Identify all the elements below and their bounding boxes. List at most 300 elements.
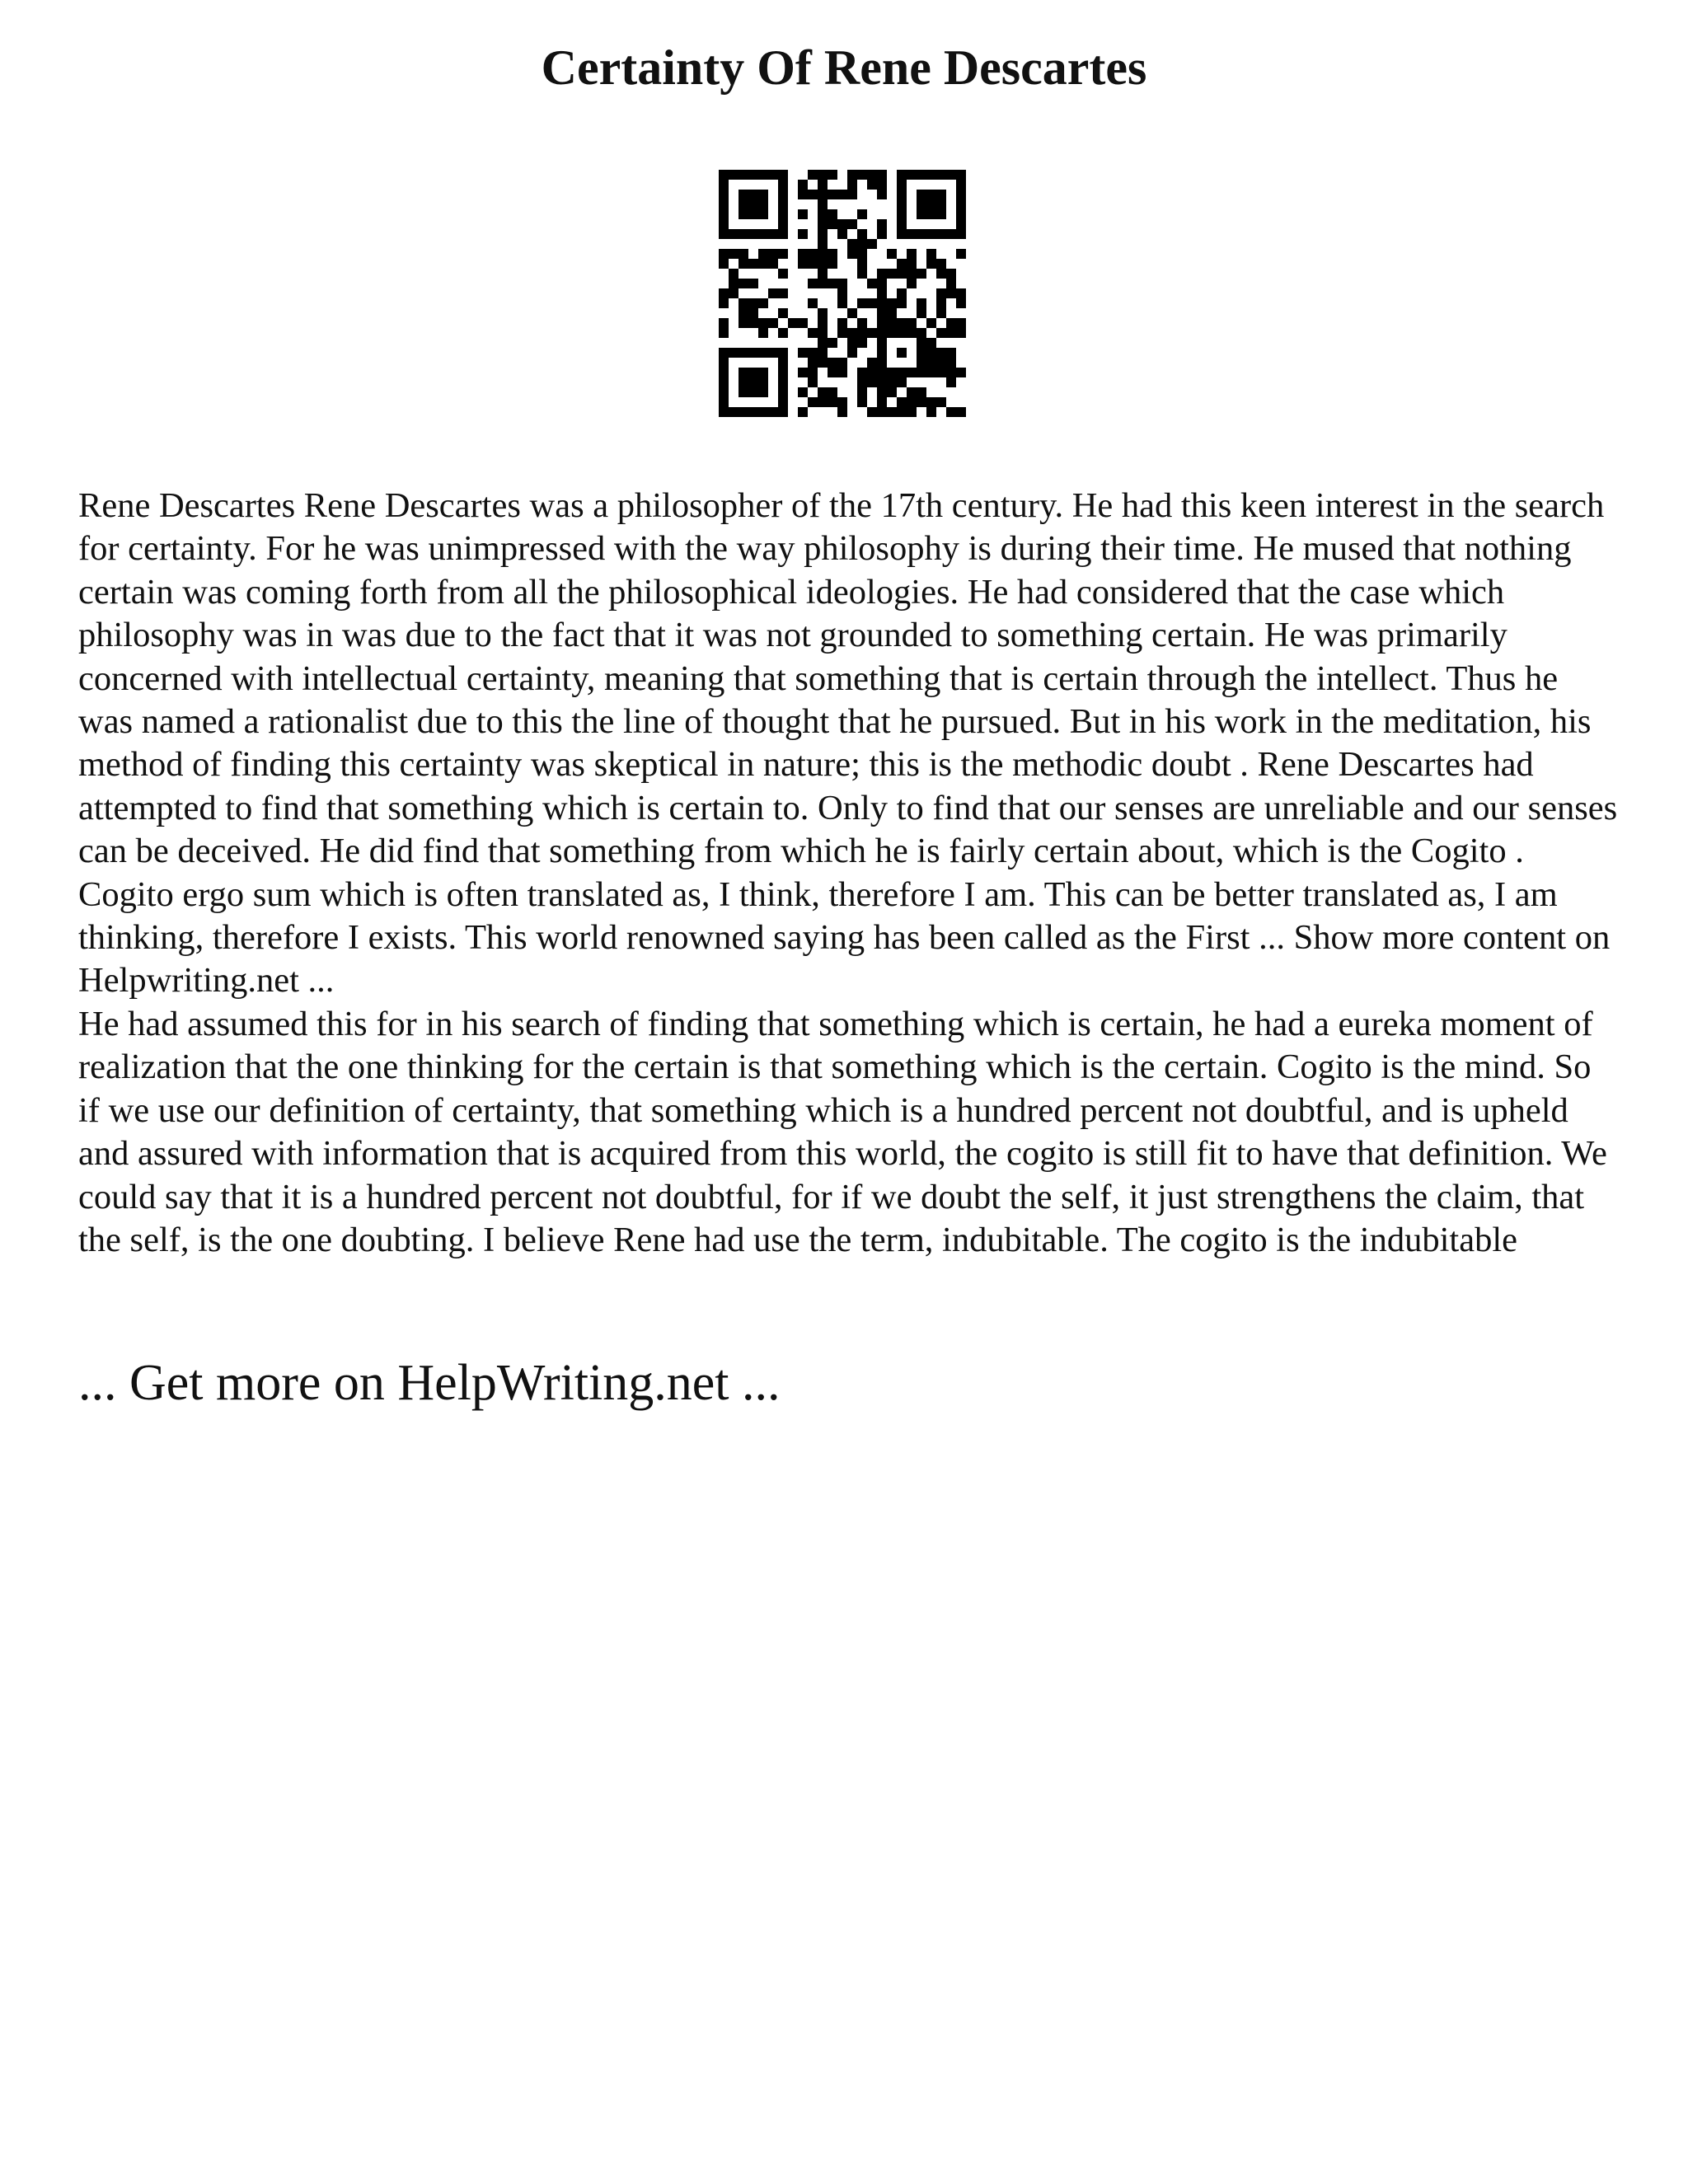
qr-module [857, 209, 867, 219]
qr-module [907, 269, 917, 279]
qr-module [936, 199, 946, 209]
qr-module [936, 348, 946, 358]
qr-module [758, 249, 768, 259]
qr-module [818, 279, 828, 288]
qr-module [847, 180, 857, 190]
qr-module [719, 368, 729, 377]
qr-module [778, 368, 788, 377]
qr-module [738, 249, 748, 259]
qr-module [758, 328, 768, 338]
get-more-link[interactable]: ... Get more on HelpWriting.net ... [78, 1355, 781, 1411]
qr-module [897, 180, 907, 190]
qr-module [907, 279, 917, 288]
qr-module [877, 170, 887, 180]
qr-module [857, 239, 867, 249]
paragraph-1: Rene Descartes Rene Descartes was a philosopher of the 17th century. He had this keen interest in the search for certainty. For he was unimpressed with the way philosophy is during their time. He mused that nothing certain was coming forth from all the philosophical ideologies. He had considered that the case which philosophy was in was due to the fact that it was not grounded to something certain. He was primarily concerned with intellectual certainty, meaning that something that is certain through the intellect. Thus he was named a rationalist due to this the line of thought that he pursued. But in his work in the meditation, his method of finding this certainty was skeptical in nature; this is the methodic doubt . Rene Descartes had attempted to find that something which is certain to. Only to find that our senses are unreliable and our senses can be deceived. He did find that something from which he is fairly certain about, which is the Cogito . Cogito ergo sum which is often translated as, I think, therefore I am. This can be better translated as, I am thinking, therefore I exists. This world renowned saying has been called as the First ... Show more content on Helpwriting.net ... [78, 486, 1618, 1001]
qr-module [917, 387, 926, 397]
qr-module [956, 298, 966, 308]
qr-module [719, 288, 729, 298]
qr-module [738, 407, 748, 417]
qr-module [956, 288, 966, 298]
qr-module [867, 368, 877, 377]
qr-module [828, 338, 837, 348]
qr-module [897, 259, 907, 269]
qr-module [837, 298, 847, 308]
qr-module [778, 358, 788, 368]
qr-module [897, 318, 907, 328]
qr-code-graphic [719, 170, 966, 417]
qr-module [818, 348, 828, 358]
qr-module [828, 387, 837, 397]
qr-module [877, 397, 887, 407]
qr-module [847, 338, 857, 348]
qr-module [788, 318, 798, 328]
qr-module [917, 190, 926, 199]
qr-module [877, 338, 887, 348]
qr-module [798, 209, 808, 219]
qr-module [828, 279, 837, 288]
qr-module [719, 199, 729, 209]
qr-module [738, 259, 748, 269]
qr-module [768, 170, 778, 180]
qr-module [738, 377, 748, 387]
qr-module [837, 229, 847, 239]
qr-module [818, 308, 828, 318]
qr-module [877, 269, 887, 279]
qr-module [778, 180, 788, 190]
qr-module [847, 239, 857, 249]
qr-module [748, 377, 758, 387]
qr-module [847, 219, 857, 229]
qr-module [956, 249, 966, 259]
qr-module [768, 249, 778, 259]
qr-module [867, 279, 877, 288]
qr-module [828, 190, 837, 199]
qr-module [887, 377, 897, 387]
qr-module [758, 368, 768, 377]
qr-module [867, 180, 877, 190]
qr-module [738, 279, 748, 288]
qr-module [877, 358, 887, 368]
qr-module [818, 269, 828, 279]
qr-module [768, 259, 778, 269]
qr-module [877, 229, 887, 239]
qr-module [936, 298, 946, 308]
qr-module [808, 377, 818, 387]
qr-module [758, 199, 768, 209]
qr-module [837, 219, 847, 229]
qr-module [946, 328, 956, 338]
qr-module [758, 348, 768, 358]
qr-module [946, 377, 956, 387]
qr-module [748, 170, 758, 180]
qr-module [946, 288, 956, 298]
qr-module [828, 249, 837, 259]
qr-module [907, 368, 917, 377]
paragraph-2: He had assumed this for in his search of finding that something which is certain, he had a eureka moment of realization that the one thinking for the certain is that something which is the certain. Cogito is the mind. So if we use our definition of certainty, that something which is a hundred percent not doubtful, and is upheld and assured with information that is acquired from this world, the cogito is still fit to have that definition. We could say that it is a hundred percent not doubtful, for if we doubt the self, it just strengthens the claim, that the self, is the one doubting. I believe Rene had use the term, indubitable. The cogito is the indubitable [78, 1004, 1607, 1259]
qr-module [808, 348, 818, 358]
qr-module [719, 298, 729, 308]
qr-module [936, 209, 946, 219]
qr-module [738, 387, 748, 397]
qr-module [818, 338, 828, 348]
qr-module [867, 239, 877, 249]
qr-module [946, 348, 956, 358]
qr-module [729, 229, 738, 239]
qr-module [936, 308, 946, 318]
qr-module [778, 190, 788, 199]
qr-module [917, 209, 926, 219]
qr-module [877, 279, 887, 288]
document-title: Certainty Of Rene Descartes [541, 40, 1147, 95]
qr-module [857, 397, 867, 407]
qr-module [936, 358, 946, 368]
qr-module [946, 318, 956, 328]
qr-module [956, 328, 966, 338]
qr-module [867, 358, 877, 368]
qr-module [818, 180, 828, 190]
qr-module [778, 229, 788, 239]
qr-module [897, 219, 907, 229]
qr-module [778, 199, 788, 209]
qr-module [748, 407, 758, 417]
qr-module [719, 348, 729, 358]
qr-module [877, 190, 887, 199]
qr-module [798, 368, 808, 377]
qr-module [798, 407, 808, 417]
qr-module [867, 407, 877, 417]
qr-module [808, 397, 818, 407]
qr-module [818, 219, 828, 229]
qr-module [748, 199, 758, 209]
qr-module [847, 190, 857, 199]
qr-module [778, 269, 788, 279]
qr-module [936, 269, 946, 279]
qr-module [956, 368, 966, 377]
qr-module [956, 180, 966, 190]
qr-module [917, 298, 926, 308]
qr-module [828, 358, 837, 368]
qr-module [877, 308, 887, 318]
qr-module [798, 348, 808, 358]
qr-module [857, 229, 867, 239]
qr-module [748, 229, 758, 239]
qr-module [877, 288, 887, 298]
qr-module [729, 269, 738, 279]
qr-module [758, 170, 768, 180]
qr-module [956, 407, 966, 417]
qr-module [887, 269, 897, 279]
qr-module [828, 209, 837, 219]
qr-module [847, 328, 857, 338]
qr-module [857, 387, 867, 397]
qr-module [758, 407, 768, 417]
qr-module [719, 407, 729, 417]
qr-module [748, 387, 758, 397]
qr-module [828, 170, 837, 180]
qr-module [897, 377, 907, 387]
qr-module [926, 368, 936, 377]
qr-module [857, 338, 867, 348]
qr-module [778, 288, 788, 298]
qr-module [837, 397, 847, 407]
qr-module [818, 209, 828, 219]
qr-module [897, 209, 907, 219]
qr-module [778, 219, 788, 229]
qr-module [847, 308, 857, 318]
qr-module [946, 279, 956, 288]
qr-module [768, 288, 778, 298]
qr-module [877, 368, 887, 377]
qr-module [719, 358, 729, 368]
qr-module [768, 229, 778, 239]
qr-module [719, 219, 729, 229]
qr-module [926, 318, 936, 328]
qr-module [907, 249, 917, 259]
qr-module [897, 199, 907, 209]
qr-module [719, 249, 729, 259]
qr-module [857, 318, 867, 328]
qr-module [818, 259, 828, 269]
qr-module [808, 279, 818, 288]
qr-module [877, 387, 887, 397]
qr-module [907, 328, 917, 338]
qr-module [738, 298, 748, 308]
qr-module [877, 219, 887, 229]
qr-module [719, 170, 729, 180]
qr-module [758, 190, 768, 199]
qr-module [877, 180, 887, 190]
qr-module [946, 407, 956, 417]
qr-module [887, 328, 897, 338]
qr-module [837, 368, 847, 377]
qr-module [818, 239, 828, 249]
qr-module [926, 190, 936, 199]
qr-module [818, 387, 828, 397]
qr-module [828, 397, 837, 407]
qr-module [818, 199, 828, 209]
qr-module [926, 199, 936, 209]
qr-module [758, 229, 768, 239]
qr-module [897, 328, 907, 338]
qr-module [917, 397, 926, 407]
qr-module [917, 170, 926, 180]
qr-module [936, 190, 946, 199]
qr-module [907, 259, 917, 269]
qr-module [917, 358, 926, 368]
qr-module [758, 298, 768, 308]
qr-module [897, 348, 907, 358]
qr-module [857, 298, 867, 308]
qr-module [857, 368, 867, 377]
qr-module [758, 377, 768, 387]
qr-module [877, 298, 887, 308]
qr-module [936, 229, 946, 239]
qr-module [719, 387, 729, 397]
qr-module [887, 387, 897, 397]
qr-module [837, 288, 847, 298]
qr-module [719, 180, 729, 190]
qr-module [748, 318, 758, 328]
qr-module [808, 170, 818, 180]
qr-module [738, 229, 748, 239]
qr-module [778, 407, 788, 417]
qr-module [956, 170, 966, 180]
qr-module [837, 328, 847, 338]
qr-module [729, 279, 738, 288]
qr-module [897, 229, 907, 239]
qr-module [917, 328, 926, 338]
qr-module [926, 358, 936, 368]
qr-module [847, 249, 857, 259]
qr-module [738, 170, 748, 180]
qr-module [887, 249, 897, 259]
qr-module [926, 170, 936, 180]
qr-module [936, 288, 946, 298]
qr-module [867, 170, 877, 180]
qr-module [808, 249, 818, 259]
qr-module [768, 407, 778, 417]
qr-code-icon [719, 170, 966, 417]
qr-module [768, 318, 778, 328]
qr-module [956, 219, 966, 229]
qr-module [719, 259, 729, 269]
qr-module [719, 190, 729, 199]
qr-module [897, 298, 907, 308]
qr-module [808, 368, 818, 377]
qr-module [897, 368, 907, 377]
qr-module [778, 387, 788, 397]
qr-module [897, 288, 907, 298]
qr-module [758, 318, 768, 328]
qr-module [877, 348, 887, 358]
qr-module [729, 249, 738, 259]
qr-module [748, 259, 758, 269]
qr-module [808, 298, 818, 308]
qr-module [808, 259, 818, 269]
qr-module [738, 199, 748, 209]
qr-module [897, 170, 907, 180]
qr-module [897, 407, 907, 417]
qr-module [897, 269, 907, 279]
qr-module [926, 259, 936, 269]
qr-module [926, 209, 936, 219]
qr-module [887, 298, 897, 308]
qr-module [748, 308, 758, 318]
qr-module [936, 368, 946, 377]
qr-module [719, 229, 729, 239]
qr-module [877, 407, 887, 417]
qr-module [719, 328, 729, 338]
qr-module [748, 279, 758, 288]
qr-module [837, 190, 847, 199]
qr-module [748, 348, 758, 358]
qr-module [946, 358, 956, 368]
qr-module [946, 170, 956, 180]
qr-module [907, 387, 917, 397]
qr-module [837, 279, 847, 288]
qr-module [818, 397, 828, 407]
qr-module [778, 308, 788, 318]
qr-module [936, 259, 946, 269]
qr-module [907, 170, 917, 180]
qr-module [917, 368, 926, 377]
qr-module [917, 199, 926, 209]
qr-module [887, 318, 897, 328]
qr-module [956, 199, 966, 209]
qr-module [887, 407, 897, 417]
qr-module [738, 318, 748, 328]
qr-module [847, 170, 857, 180]
qr-module [907, 229, 917, 239]
qr-module [867, 298, 877, 308]
qr-module [857, 170, 867, 180]
qr-module [798, 229, 808, 239]
qr-module [917, 308, 926, 318]
qr-module [818, 229, 828, 239]
qr-module [936, 328, 946, 338]
qr-module [798, 259, 808, 269]
qr-module [798, 318, 808, 328]
qr-module [738, 308, 748, 318]
qr-module [798, 180, 808, 190]
qr-module [926, 338, 936, 348]
qr-module [857, 249, 867, 259]
qr-module [748, 368, 758, 377]
qr-module [936, 397, 946, 407]
qr-module [956, 229, 966, 239]
qr-module [738, 348, 748, 358]
qr-module [818, 328, 828, 338]
qr-module [798, 249, 808, 259]
qr-module [818, 318, 828, 328]
qr-module [808, 190, 818, 199]
qr-module [837, 407, 847, 417]
qr-module [917, 338, 926, 348]
qr-module [877, 377, 887, 387]
qr-module [768, 348, 778, 358]
qr-module [897, 190, 907, 199]
qr-module [818, 190, 828, 199]
qr-module [828, 368, 837, 377]
qr-module [857, 269, 867, 279]
qr-module [738, 209, 748, 219]
qr-module [778, 377, 788, 387]
qr-module [748, 190, 758, 199]
qr-module [877, 318, 887, 328]
qr-module [778, 249, 788, 259]
qr-module [907, 397, 917, 407]
qr-module [778, 397, 788, 407]
qr-module [946, 229, 956, 239]
qr-module [828, 259, 837, 269]
qr-module [946, 368, 956, 377]
qr-module [847, 348, 857, 358]
qr-module [867, 377, 877, 387]
qr-module [798, 190, 808, 199]
qr-module [798, 387, 808, 397]
qr-module [926, 249, 936, 259]
qr-module [729, 407, 738, 417]
qr-module [719, 209, 729, 219]
qr-module [887, 368, 897, 377]
qr-module [857, 259, 867, 269]
qr-module [917, 348, 926, 358]
qr-module [917, 269, 926, 279]
qr-module [778, 348, 788, 358]
qr-module [926, 348, 936, 358]
qr-module [719, 397, 729, 407]
